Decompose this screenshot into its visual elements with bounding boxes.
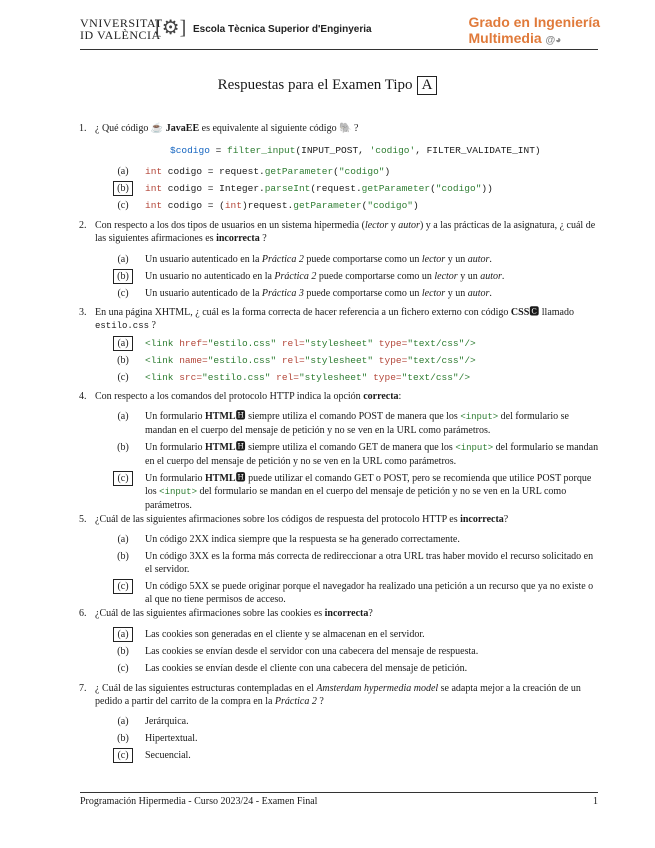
html-icon: 🅷	[235, 442, 246, 453]
option-b-correct: (b) Un usuario no autenticado en la Práctica 2 puede comportarse como un lector y un autor.	[113, 270, 600, 283]
question-5-options	[113, 533, 600, 610]
option-c: (c) Las cookies se envían desde el cliente con una cabecera del mensaje de petición.	[117, 663, 468, 674]
option-b: (b) Un código 3XX es la forma más correcta de redireccionar a otra URL tras haber movido el recurso solicitado en el servidor.	[117, 551, 594, 575]
university-logo	[80, 17, 163, 41]
page-title	[0, 76, 655, 95]
question-6-options	[113, 628, 600, 679]
question-4-options	[113, 410, 600, 516]
question-5: 5. ¿Cuál de las siguientes afirmaciones sobre los códigos de respuesta del protocolo HTTP es incorrecta?	[79, 514, 509, 525]
option-b: (b) Las cookies se envían desde el servidor con una cabecera del mensaje de respuesta.	[117, 646, 479, 657]
css-icon: 🅲	[529, 307, 540, 318]
page-header	[80, 10, 600, 50]
page-number: 1	[593, 796, 598, 807]
html-icon: 🅷	[235, 473, 246, 484]
option-a: (a) Un código 2XX indica siempre que la respuesta se ha generado correctamente.	[117, 534, 460, 545]
option-a: (a) Jerárquica.	[117, 716, 189, 727]
degree-icons: @◕	[545, 35, 562, 46]
question-2-options	[113, 253, 600, 304]
option-c-correct: (c) Secuencial.	[113, 749, 600, 762]
html-icon: 🅷	[235, 411, 246, 422]
option-b: (b) <link name="estilo.css" rel="stylesheet" type="text/css"/>	[117, 355, 476, 366]
degree-line1: Grado en Ingeniería	[468, 14, 600, 30]
footer-divider	[80, 792, 598, 793]
option-a-correct: (a) <link href="estilo.css" rel="stylesheet" type="text/css"/>	[113, 337, 600, 350]
question-6: 6. ¿Cuál de las siguientes afirmaciones sobre las cookies es incorrecta?	[79, 608, 373, 619]
question-number: 1.	[79, 123, 87, 134]
option-c: (c) Un usuario autenticado de la Práctica 3 puede comportarse como un lector y un autor.	[117, 288, 492, 299]
question-3: 3. En una página XHTML, ¿ cuál es la forma correcta de hacer referencia a un fichero externo con código CSS🅲 llamado estilo.css ?	[79, 307, 574, 331]
option-c: (c) int codigo = (int)request.getParameter("codigo")	[117, 200, 419, 211]
option-c-correct: (c) Un formulario HTML🅷 puede utilizar el comando GET o POST, pero se recomienda que utilice POST porque los <input> del formulario se mandan en el cuerpo del mensaje de petición y no se ven en la URL como parámetros.	[113, 472, 600, 512]
exam-type-box: A	[417, 76, 438, 95]
university-line2: ID VALÈNCIA	[80, 28, 161, 42]
code-snippet: $codigo = filter_input(INPUT_POST, 'codigo', FILTER_VALIDATE_INT)	[170, 145, 541, 156]
school-name: Escola Tècnica Superior d'Enginyeria	[193, 24, 372, 35]
option-b: (b) Hipertextual.	[117, 733, 198, 744]
option-a: (a) Un usuario autenticado en la Práctica 2 puede comportarse como un lector y un autor.	[117, 254, 492, 265]
header-divider	[80, 49, 598, 50]
option-a: (a) int codigo = request.getParameter("codigo")	[117, 166, 391, 177]
question-7: 7. ¿ Cuál de las siguientes estructuras contempladas en el Amsterdam hypermedia model se adapta mejor a la creación de un pedido a partir del carrito de la compra en la Práctica 2 ?	[79, 683, 581, 707]
footer-course: Programación Hipermedia - Curso 2023/24 - Examen Final	[80, 796, 318, 807]
university-seal-icon: [⚙]	[155, 17, 187, 39]
question-2: 2. Con respecto a los dos tipos de usuarios en un sistema hipermedia (lector y autor) y a las prácticas de la asignatura, ¿ cuál de las siguientes afirmaciones es incorrecta ?	[79, 220, 596, 244]
title-text: Respuestas para el Examen Tipo	[217, 77, 413, 93]
question-4: 4. Con respecto a los comandos del protocolo HTTP indica la opción correcta:	[79, 391, 402, 402]
question-1: 1. ¿ Qué código ☕ JavaEE es equivalente al siguiente código 🐘 ?	[79, 123, 359, 134]
university-line1: VNIVERSITAT	[80, 16, 163, 30]
php-icon: 🐘	[339, 123, 352, 134]
option-a: (a) Un formulario HTML🅷 siempre utiliza el comando POST de manera que los <input> del formulario se mandan en el cuerpo del mensaje de petición y no se ven en la URL como parámetros.	[117, 411, 569, 436]
option-b: (b) Un formulario HTML🅷 siempre utiliza el comando GET de manera que los <input> del formulario se mandan en el cuerpo del mensaje de petición y no se ven en la URL como parámetros.	[117, 442, 599, 467]
degree-logo	[469, 14, 600, 49]
question-7-options	[113, 715, 600, 766]
page-footer	[80, 796, 598, 807]
java-icon: ☕	[150, 123, 164, 134]
question-1-options	[113, 165, 600, 216]
option-c-correct: (c) Un código 5XX se puede originar porque el navegador ha realizado una petición a un recurso que ya no existe o al que no tiene permisos de acceso.	[113, 580, 600, 606]
question-3-options	[113, 337, 600, 388]
option-b-correct: (b) int codigo = Integer.parseInt(request.getParameter("codigo"))	[113, 182, 600, 195]
degree-line2: Multimedia	[468, 30, 542, 46]
option-a-correct: (a) Las cookies son generadas en el cliente y se almacenan en el servidor.	[113, 628, 600, 641]
option-c: (c) <link src="estilo.css" rel="stylesheet" type="text/css"/>	[117, 372, 471, 383]
